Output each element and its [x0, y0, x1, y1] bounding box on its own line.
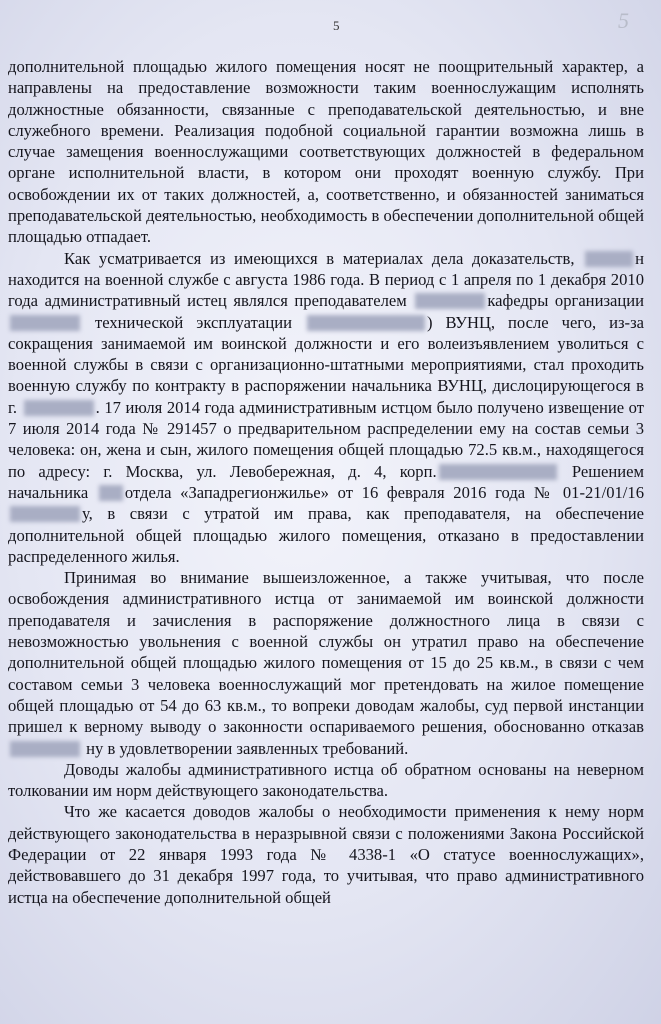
handwritten-page-number: 5 [618, 8, 629, 33]
redaction-block [439, 464, 557, 480]
paragraph-text: Принимая во внимание вышеизложенное, а также учитывая, что после освобождения административного истца от занимаемой им воинской должности преподавателя и зачисления в распоряжение должностного лица в связи с невозможностью увольнения с военной службы он утратил право на обеспечение дополнительной общей площадью жилого помещения от 15 до 25 кв.м., в связи с чем составом семьи 3 человека военнослужащий мог претендовать на жилое помещение общей площадью от 54 до 63 кв.м., то вопреки доводам жалобы, суд первой инстанции пришел к верному выводу о законности оспариваемого решения, обоснованно отказав [8, 568, 644, 737]
paragraph-text: Доводы жалобы административного истца об обратном основаны на неверном толковании им норм действующего законодательства. [8, 759, 644, 801]
paragraph [8, 248, 644, 567]
paragraph-text: ну в удовлетворении заявленных требований. [82, 738, 409, 758]
redaction-block [24, 400, 94, 416]
paragraph-text: н находится на военной службе с августа 1986 года. В период с 1 апреля по 1 декабря 2010 года административный истец являлся преподавателем [8, 248, 644, 311]
paragraph [8, 56, 644, 248]
redaction-block [10, 741, 80, 757]
redaction-block [307, 315, 425, 331]
paragraph-text: . 17 июля 2014 года административным истцом было получено извещение от 7 июля 2014 года № 291457 о предварительном распределении ему на состав семьи 3 человека: он, жена и сын, жилого помещения общей площадью 72.5 кв.м., находящегося по адресу: г. Москва, ул. Левобережная, д. 4, корп. [8, 397, 644, 481]
paragraph [8, 801, 644, 907]
redaction-block [415, 293, 485, 309]
paragraph-text: Решением начальника [8, 461, 644, 502]
paragraph-text: ) ВУНЦ, после чего, из-за сокращения занимаемой им воинской должности и его волеизъявлением уволиться с военной службы в связи с организационно-штатными мероприятиями, стал проходить военную службу по контракту в распоряжении начальника ВУНЦ, дислоцирующегося в г. [8, 312, 644, 417]
redaction-block [10, 506, 80, 522]
paragraph-text: дополнительной площадью жилого помещения носят не поощрительный характер, а направлены на предоставление возможности таким военнослужащим исполнять должностные обязанности, связанные с преподавательской деятельностью, и вне служебного времени. Реализация подобной социальной гарантии возможна лишь в случае замещения военнослужащими соответствующих должностей в федеральном органе исполнительной власти, в котором они проходят военную службу. При освобождении их от таких должностей, а, соответственно, и обязанностей заниматься преподавательской деятельностью, необходимость в обеспечении дополнительной общей площадью отпадает. [8, 57, 644, 247]
paragraph-text: отдела «Западрегионжилье» от 16 февраля 2016 года № 01-21/01/16 [124, 482, 644, 502]
page-number: 5 [333, 18, 340, 33]
paragraph-text: технической эксплуатации [82, 312, 305, 332]
document-body [8, 56, 644, 908]
paragraph [8, 567, 644, 759]
paragraph-text: у, в связи с утратой им права, как преподавателя, на обеспечение дополнительной общей площадью жилого помещения, отказано в предоставлении распределенного жилья. [8, 504, 644, 566]
redaction-block [99, 485, 123, 501]
redaction-block [10, 315, 80, 331]
redaction-block [585, 251, 633, 267]
paragraph-text: кафедры организации [487, 291, 645, 311]
paragraph [8, 759, 644, 802]
paragraph-text: Что же касается доводов жалобы о необходимости применения к нему норм действующего законодательства в неразрывной связи с положениями Закона Российской Федерации от 22 января 1993 года № 4338-1 «О статусе военнослужащих», действовавшего до 31 декабря 1997 года, то учитывая, что право административного истца на обеспечение дополнительной общей [8, 802, 644, 907]
paragraph-text: Как усматривается из имеющихся в материалах дела доказательств, [64, 248, 584, 268]
